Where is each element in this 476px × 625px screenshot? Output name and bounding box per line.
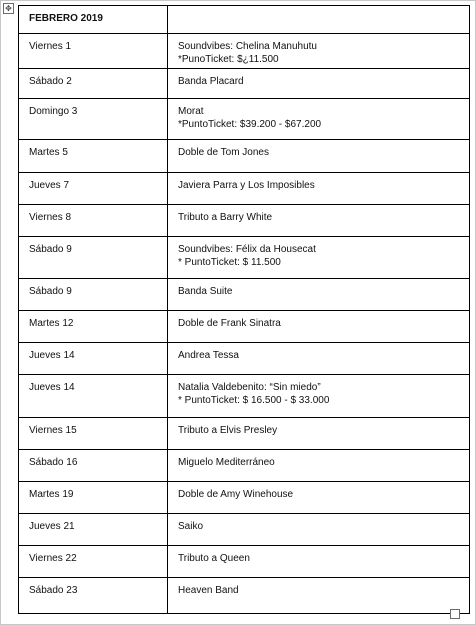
- event-cell: [168, 279, 470, 311]
- event-title: Doble de Frank Sinatra: [178, 318, 281, 329]
- table-row: [19, 311, 470, 343]
- event-date: Sábado 9: [19, 237, 168, 279]
- event-cell: [168, 69, 470, 99]
- event-title: Andrea Tessa: [178, 350, 239, 361]
- event-date: Sábado 9: [19, 279, 168, 311]
- event-date: Sábado 16: [19, 450, 168, 482]
- table-row: [19, 578, 470, 614]
- table-row: [19, 173, 470, 205]
- event-date: Sábado 2: [19, 69, 168, 99]
- event-cell: [168, 514, 470, 546]
- event-title: Doble de Amy Winehouse: [178, 489, 294, 500]
- event-title: Heaven Band: [178, 585, 239, 596]
- event-ticket-note: *PunoTicket: $¿11.500: [178, 54, 279, 65]
- event-cell: [168, 375, 470, 418]
- table-row: [19, 450, 470, 482]
- table-row: [19, 418, 470, 450]
- table-row: [19, 237, 470, 279]
- table-header-row: [19, 6, 470, 34]
- table-row: [19, 482, 470, 514]
- table-row: [19, 99, 470, 140]
- table-row: [19, 514, 470, 546]
- event-cell: [168, 418, 470, 450]
- event-cell: [168, 578, 470, 614]
- event-date: Jueves 14: [19, 343, 168, 375]
- event-date: Jueves 21: [19, 514, 168, 546]
- table-move-handle-icon[interactable]: ✥: [3, 3, 14, 14]
- event-date: Sábado 23: [19, 578, 168, 614]
- event-date: Martes 12: [19, 311, 168, 343]
- event-title: Banda Suite: [178, 286, 233, 297]
- event-date: Martes 5: [19, 140, 168, 173]
- event-ticket-note: * PuntoTicket: $ 11.500: [178, 257, 281, 268]
- events-table: [18, 5, 470, 614]
- event-title: Natalia Valdebenito: “Sin miedo”: [178, 382, 321, 393]
- event-title: Banda Placard: [178, 76, 244, 87]
- event-date: Viernes 22: [19, 546, 168, 578]
- event-cell: [168, 237, 470, 279]
- event-date: Viernes 8: [19, 205, 168, 237]
- event-date: Jueves 14: [19, 375, 168, 418]
- event-title: Tributo a Elvis Presley: [178, 425, 278, 436]
- table-row: [19, 69, 470, 99]
- event-title: Javiera Parra y Los Imposibles: [178, 180, 315, 191]
- table-row: [19, 205, 470, 237]
- event-date: Martes 19: [19, 482, 168, 514]
- event-date: Jueves 7: [19, 173, 168, 205]
- event-date: Viernes 15: [19, 418, 168, 450]
- event-date: Viernes 1: [19, 34, 168, 69]
- event-title: Morat: [178, 106, 204, 117]
- event-cell: [168, 546, 470, 578]
- event-ticket-note: *PuntoTicket: $39.200 - $67.200: [178, 119, 322, 130]
- event-cell: [168, 343, 470, 375]
- event-cell: [168, 99, 470, 140]
- event-cell: [168, 482, 470, 514]
- event-date: Domingo 3: [19, 99, 168, 140]
- event-cell: [168, 311, 470, 343]
- table-resize-handle-icon[interactable]: [450, 609, 460, 619]
- event-title: Soundvibes: Chelina Manuhutu: [178, 41, 317, 52]
- event-title: Tributo a Queen: [178, 553, 250, 564]
- event-cell: [168, 450, 470, 482]
- table-row: [19, 34, 470, 69]
- event-title: Soundvibes: Félix da Housecat: [178, 244, 316, 255]
- event-title: Tributo a Barry White: [178, 212, 273, 223]
- event-cell: [168, 205, 470, 237]
- table-row: [19, 343, 470, 375]
- table-row: [19, 546, 470, 578]
- event-cell: [168, 173, 470, 205]
- event-title: Doble de Tom Jones: [178, 147, 269, 158]
- table-row: [19, 375, 470, 418]
- event-title: Miguelo Mediterráneo: [178, 457, 275, 468]
- event-title: Saiko: [178, 521, 204, 532]
- event-cell: [168, 140, 470, 173]
- header-empty-cell: [168, 6, 470, 34]
- table-row: [19, 279, 470, 311]
- table-row: [19, 140, 470, 173]
- header-month: FEBRERO 2019: [19, 6, 168, 34]
- event-ticket-note: * PuntoTicket: $ 16.500 - $ 33.000: [178, 395, 330, 406]
- event-cell: [168, 34, 470, 69]
